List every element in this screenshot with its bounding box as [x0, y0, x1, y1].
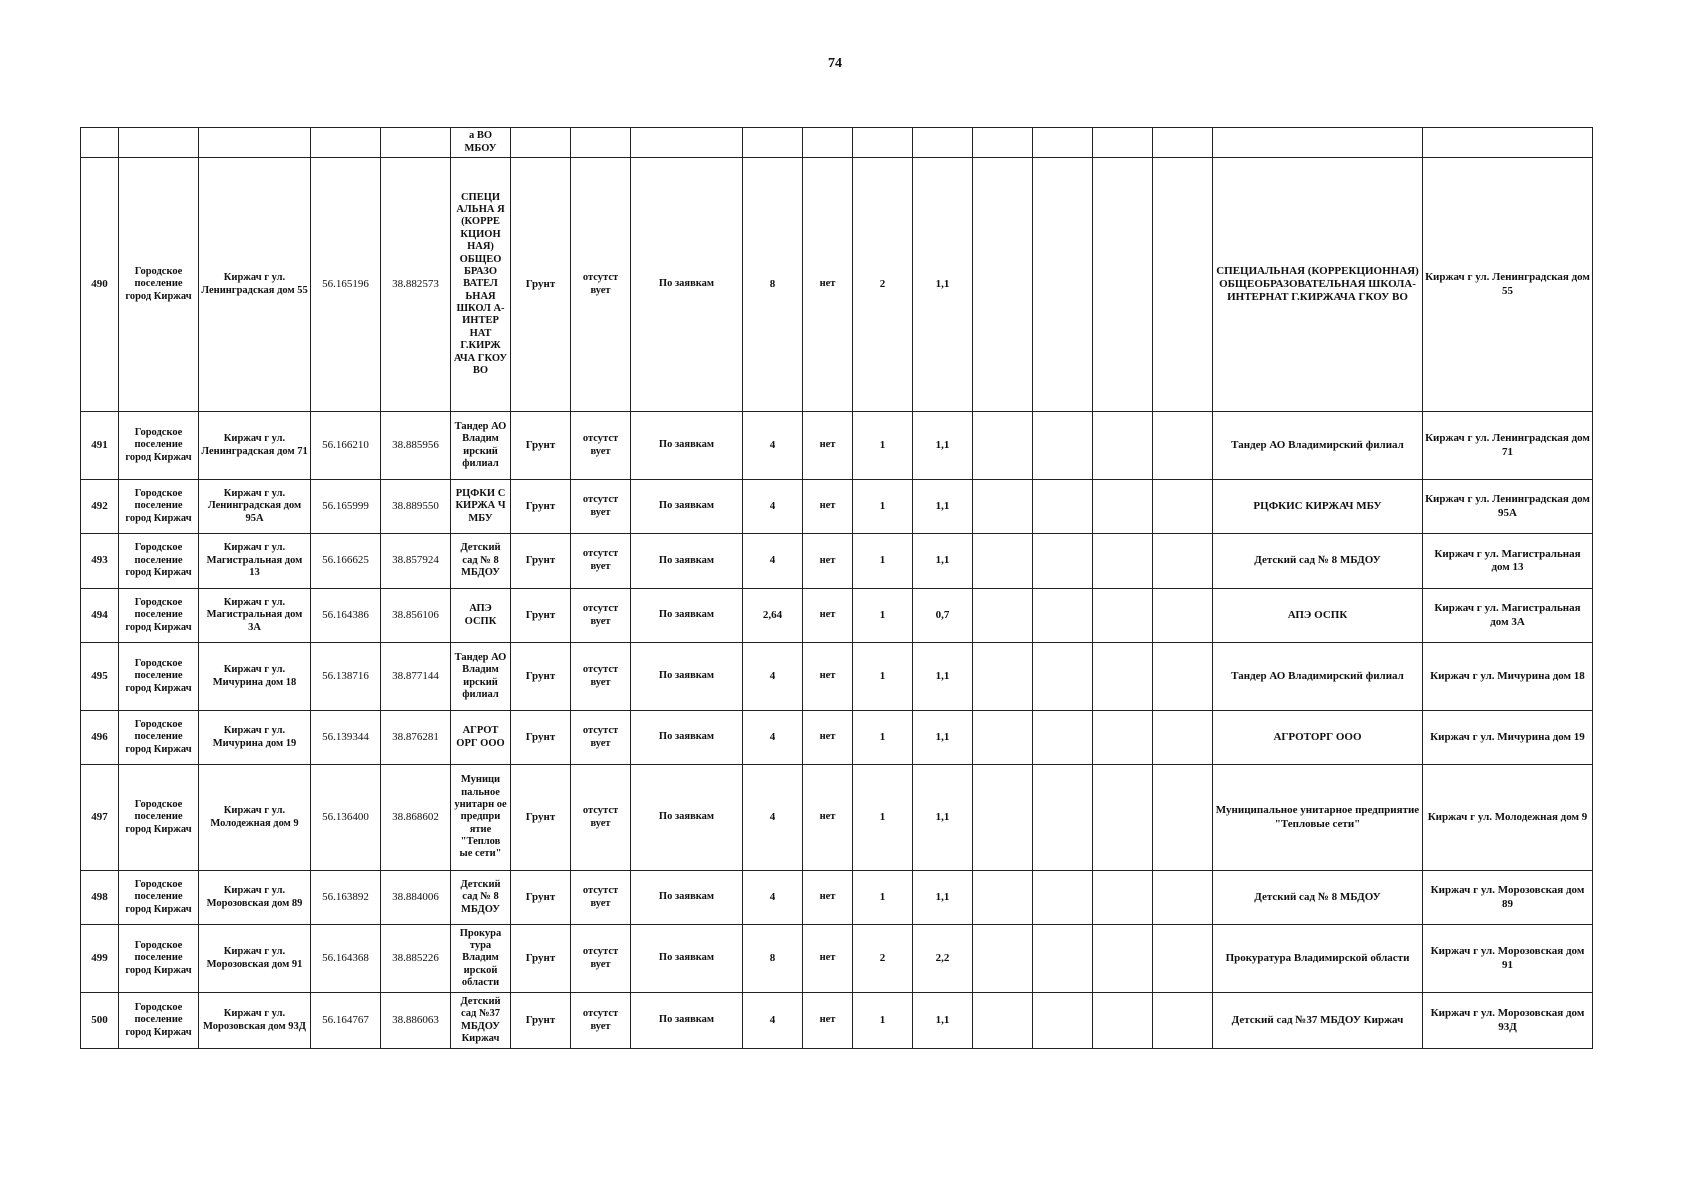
schedule-cell: По заявкам — [631, 412, 743, 480]
canopy-cell: нет — [803, 412, 853, 480]
address-cell: Киржач г ул. Морозовская дом 91 — [199, 925, 311, 993]
row-number-cell: 493 — [81, 534, 119, 589]
fence-cell: отсутст вует — [571, 480, 631, 534]
empty-cell — [973, 158, 1033, 412]
volume-cell: 1,1 — [913, 412, 973, 480]
empty-cell — [973, 925, 1033, 993]
table-row — [81, 871, 1593, 925]
schedule-cell: По заявкам — [631, 480, 743, 534]
volume-cell: 1,1 — [913, 711, 973, 765]
area-cell: 4 — [743, 993, 803, 1049]
area-cell: 4 — [743, 480, 803, 534]
fence-cell: отсутст вует — [571, 993, 631, 1049]
address-cell: Киржач г ул. Морозовская дом 93Д — [199, 993, 311, 1049]
empty-cell — [1153, 643, 1213, 711]
site-name-cell: РЦФКИ С КИРЖА Ч МБУ — [451, 480, 511, 534]
surface-cell: Грунт — [511, 765, 571, 871]
surface-cell: Грунт — [511, 534, 571, 589]
site-name-cell: Детский сад №37 МБДОУ Киржач — [451, 993, 511, 1049]
table-row — [81, 589, 1593, 643]
empty-cell — [1153, 412, 1213, 480]
address-cell: Киржач г ул. Морозовская дом 89 — [199, 871, 311, 925]
surface-cell: Грунт — [511, 925, 571, 993]
schedule-cell: По заявкам — [631, 925, 743, 993]
empty-cell — [1153, 534, 1213, 589]
longitude-cell: 38.885956 — [381, 412, 451, 480]
surface-cell: Грунт — [511, 871, 571, 925]
owner-address-cell: Киржач г ул. Молодежная дом 9 — [1423, 765, 1593, 871]
site-name-cell: Детский сад № 8 МБДОУ — [451, 871, 511, 925]
surface-cell: Грунт — [511, 158, 571, 412]
empty-cell — [1033, 534, 1093, 589]
settlement-cell: Городское поселение город Киржач — [119, 534, 199, 589]
row-number-cell: 492 — [81, 480, 119, 534]
surface-cell: Грунт — [511, 993, 571, 1049]
owner-address-cell: Киржач г ул. Морозовская дом 91 — [1423, 925, 1593, 993]
empty-cell — [1093, 158, 1153, 412]
canopy-cell: нет — [803, 993, 853, 1049]
address-cell: Киржач г ул. Мичурина дом 19 — [199, 711, 311, 765]
site-name-cell: Тандер АО Владим ирский филиал — [451, 412, 511, 480]
table-row — [81, 412, 1593, 480]
row-number-cell: 496 — [81, 711, 119, 765]
table-row — [81, 765, 1593, 871]
row-number-cell: 491 — [81, 412, 119, 480]
fence-cell: отсутст вует — [571, 871, 631, 925]
latitude-cell: 56.138716 — [311, 643, 381, 711]
empty-cell — [1033, 925, 1093, 993]
canopy-cell: нет — [803, 480, 853, 534]
area-cell: 8 — [743, 158, 803, 412]
empty-cell — [1033, 412, 1093, 480]
canopy-cell: нет — [803, 158, 853, 412]
fence-cell: отсутст вует — [571, 412, 631, 480]
empty-cell — [1033, 589, 1093, 643]
empty-cell — [973, 765, 1033, 871]
empty-cell — [1093, 480, 1153, 534]
longitude-cell: 38.886063 — [381, 993, 451, 1049]
owner-address-cell: Киржач г ул. Магистральная дом 3А — [1423, 589, 1593, 643]
site-name-cell: Детский сад № 8 МБДОУ — [451, 534, 511, 589]
fence-cell: отсутст вует — [571, 711, 631, 765]
owner-address-cell: Киржач г ул. Ленинградская дом 71 — [1423, 412, 1593, 480]
row-number-cell: 497 — [81, 765, 119, 871]
owner-address-cell: Киржач г ул. Ленинградская дом 55 — [1423, 158, 1593, 412]
empty-cell — [1093, 925, 1153, 993]
empty-cell — [1093, 589, 1153, 643]
latitude-cell: 56.136400 — [311, 765, 381, 871]
row-number-cell: 499 — [81, 925, 119, 993]
latitude-cell: 56.164368 — [311, 925, 381, 993]
longitude-cell: 38.868602 — [381, 765, 451, 871]
empty-cell — [973, 871, 1033, 925]
table-row — [81, 993, 1593, 1049]
longitude-cell: 38.876281 — [381, 711, 451, 765]
table-row-continuation — [81, 128, 1593, 158]
settlement-cell: Городское поселение город Киржач — [119, 589, 199, 643]
canopy-cell: нет — [803, 643, 853, 711]
area-cell: 4 — [743, 643, 803, 711]
site-name-cell: АГРОТ ОРГ ООО — [451, 711, 511, 765]
surface-cell: Грунт — [511, 589, 571, 643]
owner-address-cell: Киржач г ул. Мичурина дом 19 — [1423, 711, 1593, 765]
area-cell: 2,64 — [743, 589, 803, 643]
row-number-cell: 494 — [81, 589, 119, 643]
register-table — [80, 127, 1593, 1049]
owner-name-cell: Тандер АО Владимирский филиал — [1213, 643, 1423, 711]
empty-cell — [1153, 480, 1213, 534]
site-name-cell: СПЕЦИ АЛЬНА Я (КОРРЕ КЦИОН НАЯ) ОБЩЕО БРАЗО ВАТЕЛ ЬНАЯ ШКОЛ А-ИНТЕР НАТ Г.КИРЖ АЧА ГКОУ ВО — [451, 158, 511, 412]
fence-cell: отсутст вует — [571, 534, 631, 589]
canopy-cell: нет — [803, 589, 853, 643]
container-count-cell: 1 — [853, 534, 913, 589]
area-cell: 4 — [743, 711, 803, 765]
settlement-cell: Городское поселение город Киржач — [119, 412, 199, 480]
empty-cell — [973, 534, 1033, 589]
empty-cell — [1093, 412, 1153, 480]
empty-cell — [1093, 871, 1153, 925]
owner-address-cell: Киржач г ул. Морозовская дом 89 — [1423, 871, 1593, 925]
surface-cell: Грунт — [511, 480, 571, 534]
latitude-cell: 56.163892 — [311, 871, 381, 925]
area-cell: 8 — [743, 925, 803, 993]
schedule-cell: По заявкам — [631, 643, 743, 711]
owner-address-cell: Киржач г ул. Магистральная дом 13 — [1423, 534, 1593, 589]
owner-name-cell: Тандер АО Владимирский филиал — [1213, 412, 1423, 480]
empty-cell — [1153, 765, 1213, 871]
longitude-cell: 38.877144 — [381, 643, 451, 711]
latitude-cell: 56.166210 — [311, 412, 381, 480]
empty-cell — [1153, 925, 1213, 993]
canopy-cell: нет — [803, 871, 853, 925]
container-count-cell: 1 — [853, 589, 913, 643]
settlement-cell: Городское поселение город Киржач — [119, 993, 199, 1049]
owner-name-cell: АПЭ ОСПК — [1213, 589, 1423, 643]
container-count-cell: 1 — [853, 412, 913, 480]
empty-cell — [1033, 993, 1093, 1049]
empty-cell — [1153, 871, 1213, 925]
surface-cell: Грунт — [511, 711, 571, 765]
longitude-cell: 38.856106 — [381, 589, 451, 643]
empty-cell — [1093, 643, 1153, 711]
volume-cell: 1,1 — [913, 480, 973, 534]
owner-name-cell: Детский сад №37 МБДОУ Киржач — [1213, 993, 1423, 1049]
site-name-cell: Муници пальное унитарн ое предпри ятие "Теплов ые сети" — [451, 765, 511, 871]
owner-address-cell: Киржач г ул. Ленинградская дом 95А — [1423, 480, 1593, 534]
address-cell: Киржач г ул. Ленинградская дом 71 — [199, 412, 311, 480]
schedule-cell: По заявкам — [631, 158, 743, 412]
longitude-cell: 38.857924 — [381, 534, 451, 589]
table-row — [81, 643, 1593, 711]
empty-cell — [1093, 993, 1153, 1049]
settlement-cell: Городское поселение город Киржач — [119, 480, 199, 534]
fence-cell: отсутст вует — [571, 158, 631, 412]
fence-cell: отсутст вует — [571, 925, 631, 993]
empty-cell — [1033, 871, 1093, 925]
table-row — [81, 534, 1593, 589]
owner-name-cell: Детский сад № 8 МБДОУ — [1213, 534, 1423, 589]
container-count-cell: 1 — [853, 871, 913, 925]
area-cell: 4 — [743, 765, 803, 871]
container-count-cell: 1 — [853, 993, 913, 1049]
empty-cell — [973, 643, 1033, 711]
empty-cell — [973, 711, 1033, 765]
longitude-cell: 38.885226 — [381, 925, 451, 993]
area-cell: 4 — [743, 871, 803, 925]
schedule-cell: По заявкам — [631, 534, 743, 589]
schedule-cell: По заявкам — [631, 589, 743, 643]
fence-cell: отсутст вует — [571, 765, 631, 871]
canopy-cell: нет — [803, 765, 853, 871]
row-number-cell: 500 — [81, 993, 119, 1049]
empty-cell — [973, 589, 1033, 643]
volume-cell: 1,1 — [913, 158, 973, 412]
container-count-cell: 1 — [853, 765, 913, 871]
container-count-cell: 1 — [853, 711, 913, 765]
canopy-cell: нет — [803, 925, 853, 993]
settlement-cell: Городское поселение город Киржач — [119, 871, 199, 925]
schedule-cell: По заявкам — [631, 711, 743, 765]
area-cell: 4 — [743, 412, 803, 480]
page-number: 74 — [828, 56, 842, 71]
address-cell: Киржач г ул. Мичурина дом 18 — [199, 643, 311, 711]
latitude-cell: 56.165999 — [311, 480, 381, 534]
latitude-cell: 56.165196 — [311, 158, 381, 412]
empty-cell — [1093, 711, 1153, 765]
settlement-cell: Городское поселение город Киржач — [119, 765, 199, 871]
longitude-cell: 38.882573 — [381, 158, 451, 412]
container-count-cell: 2 — [853, 158, 913, 412]
settlement-cell: Городское поселение город Киржач — [119, 643, 199, 711]
canopy-cell: нет — [803, 534, 853, 589]
volume-cell: 1,1 — [913, 993, 973, 1049]
table-row — [81, 711, 1593, 765]
settlement-cell: Городское поселение город Киржач — [119, 925, 199, 993]
longitude-cell: 38.889550 — [381, 480, 451, 534]
volume-cell: 0,7 — [913, 589, 973, 643]
empty-cell — [1033, 643, 1093, 711]
schedule-cell: По заявкам — [631, 765, 743, 871]
owner-address-cell: Киржач г ул. Мичурина дом 18 — [1423, 643, 1593, 711]
empty-cell — [973, 993, 1033, 1049]
longitude-cell: 38.884006 — [381, 871, 451, 925]
schedule-cell: По заявкам — [631, 871, 743, 925]
latitude-cell: 56.164386 — [311, 589, 381, 643]
empty-cell — [1033, 711, 1093, 765]
owner-address-cell: Киржач г ул. Морозовская дом 93Д — [1423, 993, 1593, 1049]
container-count-cell: 2 — [853, 925, 913, 993]
empty-cell — [1033, 158, 1093, 412]
empty-cell — [1153, 993, 1213, 1049]
surface-cell: Грунт — [511, 412, 571, 480]
row-number-cell: 495 — [81, 643, 119, 711]
latitude-cell: 56.164767 — [311, 993, 381, 1049]
row-number-cell: 498 — [81, 871, 119, 925]
surface-cell: Грунт — [511, 643, 571, 711]
empty-cell — [1153, 589, 1213, 643]
empty-cell — [1153, 158, 1213, 412]
row-number-cell: 490 — [81, 158, 119, 412]
empty-cell — [973, 412, 1033, 480]
fence-cell: отсутст вует — [571, 643, 631, 711]
volume-cell: 2,2 — [913, 925, 973, 993]
container-count-cell: 1 — [853, 480, 913, 534]
fence-cell: отсутст вует — [571, 589, 631, 643]
volume-cell: 1,1 — [913, 534, 973, 589]
volume-cell: 1,1 — [913, 765, 973, 871]
empty-cell — [1093, 534, 1153, 589]
settlement-cell: Городское поселение город Киржач — [119, 158, 199, 412]
table-row — [81, 480, 1593, 534]
empty-cell — [1093, 765, 1153, 871]
site-name-cell: Тандер АО Владим ирский филиал — [451, 643, 511, 711]
empty-cell — [973, 480, 1033, 534]
table-row — [81, 925, 1593, 993]
schedule-cell: По заявкам — [631, 993, 743, 1049]
owner-name-cell: АГРОТОРГ ООО — [1213, 711, 1423, 765]
owner-name-cell: Муниципальное унитарное предприятие "Тепловые сети" — [1213, 765, 1423, 871]
site-name-cell: Прокура тура Владим ирской области — [451, 925, 511, 993]
site-name-cell: а ВО МБОУ — [451, 128, 511, 158]
owner-name-cell: Прокуратура Владимирской области — [1213, 925, 1423, 993]
settlement-cell: Городское поселение город Киржач — [119, 711, 199, 765]
address-cell: Киржач г ул. Ленинградская дом 55 — [199, 158, 311, 412]
container-count-cell: 1 — [853, 643, 913, 711]
owner-name-cell: СПЕЦИАЛЬНАЯ (КОРРЕКЦИОННАЯ) ОБЩЕОБРАЗОВАТЕЛЬНАЯ ШКОЛА-ИНТЕРНАТ Г.КИРЖАЧА ГКОУ ВО — [1213, 158, 1423, 412]
area-cell: 4 — [743, 534, 803, 589]
owner-name-cell: РЦФКИС КИРЖАЧ МБУ — [1213, 480, 1423, 534]
site-name-cell: АПЭ ОСПК — [451, 589, 511, 643]
address-cell: Киржач г ул. Ленинградская дом 95А — [199, 480, 311, 534]
latitude-cell: 56.166625 — [311, 534, 381, 589]
address-cell: Киржач г ул. Магистральная дом 13 — [199, 534, 311, 589]
canopy-cell: нет — [803, 711, 853, 765]
volume-cell: 1,1 — [913, 643, 973, 711]
empty-cell — [1153, 711, 1213, 765]
table-row — [81, 158, 1593, 412]
volume-cell: 1,1 — [913, 871, 973, 925]
address-cell: Киржач г ул. Магистральная дом 3А — [199, 589, 311, 643]
latitude-cell: 56.139344 — [311, 711, 381, 765]
address-cell: Киржач г ул. Молодежная дом 9 — [199, 765, 311, 871]
owner-name-cell: Детский сад № 8 МБДОУ — [1213, 871, 1423, 925]
empty-cell — [1033, 480, 1093, 534]
empty-cell — [1033, 765, 1093, 871]
